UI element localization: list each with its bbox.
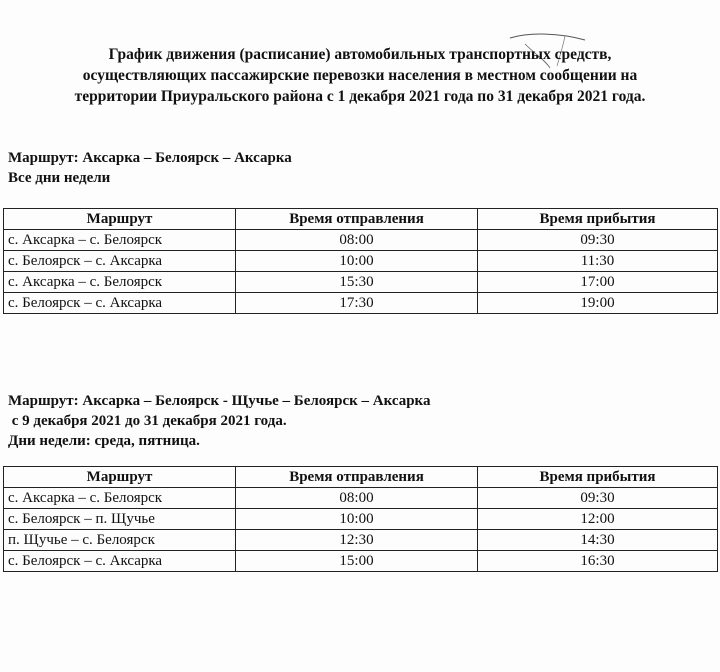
section2-period-line: с 9 декабря 2021 до 31 декабря 2021 года. (8, 413, 287, 429)
arrival-cell: 19:00 (478, 293, 718, 314)
arrival-cell: 12:00 (478, 509, 718, 530)
column-header-arrival: Время прибытия (478, 209, 718, 230)
table-row (4, 230, 718, 251)
arrival-cell: 16:30 (478, 551, 718, 572)
arrival-cell: 14:30 (478, 530, 718, 551)
table-row (4, 272, 718, 293)
route-cell: с. Аксарка – с. Белоярск (4, 230, 236, 251)
title-line-3: территории Приуральского района с 1 декабря 2021 года по 31 декабря 2021 года. (74, 88, 646, 105)
departure-cell: 08:00 (236, 488, 478, 509)
title-line-1: График движения (расписание) автомобильных транспортных средств, (108, 46, 612, 63)
route-cell: с. Белоярск – с. Аксарка (4, 293, 236, 314)
departure-cell: 12:30 (236, 530, 478, 551)
table-row (4, 530, 718, 551)
table-header-row (4, 467, 718, 488)
schedule-table-2 (3, 466, 718, 572)
schedule-table-1 (3, 208, 718, 314)
departure-cell: 10:00 (236, 509, 478, 530)
section1-days-line: Все дни недели (8, 170, 111, 186)
section1-heading (8, 148, 292, 188)
table-row (4, 488, 718, 509)
table-row (4, 509, 718, 530)
arrival-cell: 09:30 (478, 230, 718, 251)
column-header-route: Маршрут (4, 209, 236, 230)
departure-cell: 17:30 (236, 293, 478, 314)
section2-days-line: Дни недели: среда, пятница. (8, 433, 200, 449)
route-cell: с. Белоярск – с. Аксарка (4, 251, 236, 272)
title-line-2: осуществляющих пассажирские перевозки населения в местном сообщении на (82, 67, 638, 84)
table-row (4, 251, 718, 272)
column-header-departure: Время отправления (236, 209, 478, 230)
arrival-cell: 17:00 (478, 272, 718, 293)
column-header-arrival: Время прибытия (478, 467, 718, 488)
arrival-cell: 11:30 (478, 251, 718, 272)
section2-heading (8, 391, 430, 451)
arrival-cell: 09:30 (478, 488, 718, 509)
section1-route-line: Маршрут: Аксарка – Белоярск – Аксарка (8, 150, 292, 166)
column-header-departure: Время отправления (236, 467, 478, 488)
section2-route-line: Маршрут: Аксарка – Белоярск - Щучье – Белоярск – Аксарка (8, 393, 431, 409)
table-row (4, 293, 718, 314)
document-title (30, 44, 690, 107)
route-cell: с. Аксарка – с. Белоярск (4, 272, 236, 293)
table-header-row (4, 209, 718, 230)
departure-cell: 08:00 (236, 230, 478, 251)
route-cell: с. Белоярск – п. Щучье (4, 509, 236, 530)
departure-cell: 15:00 (236, 551, 478, 572)
departure-cell: 10:00 (236, 251, 478, 272)
departure-cell: 15:30 (236, 272, 478, 293)
column-header-route: Маршрут (4, 467, 236, 488)
route-cell: п. Щучье – с. Белоярск (4, 530, 236, 551)
table-row (4, 551, 718, 572)
route-cell: с. Аксарка – с. Белоярск (4, 488, 236, 509)
route-cell: с. Белоярск – с. Аксарка (4, 551, 236, 572)
